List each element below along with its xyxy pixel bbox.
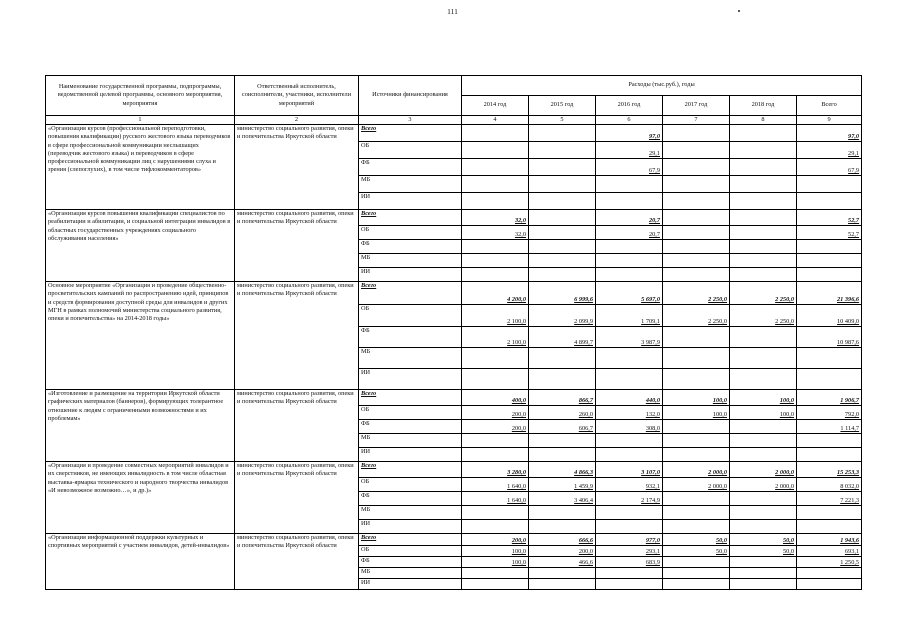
header-source: Источники финансирования [359, 76, 462, 116]
amount-cell: 1 709,1 [596, 305, 663, 327]
amount-cell: 200,0 [462, 534, 529, 546]
amount-cell: 2 000,0 [730, 478, 797, 492]
activity-name: «Организация курсов повышения квалификации специалистов по реабилитации и абилитации, и социальной интеграции инвалидов в областных государственных учреждениях социального обслуживания населения» [46, 210, 235, 282]
amount-cell [663, 142, 730, 159]
funding-source: ФБ [359, 240, 462, 254]
amount-cell: 132,0 [596, 406, 663, 420]
amount-cell [797, 176, 862, 193]
amount-cell [596, 579, 663, 590]
amount-cell [663, 448, 730, 462]
amount-cell [529, 210, 596, 226]
activity-name: «Организация и проведение совместных мероприятий инвалидов и их сверстников, не имеющих инвалидность в том числе областная выставка-ярмарка технического и народного творчества инвалидов «И невозможное возможно…», и др.)» [46, 462, 235, 534]
amount-cell: 932,1 [596, 478, 663, 492]
amount-cell: 792,0 [797, 406, 862, 420]
table-row [46, 125, 862, 142]
amount-cell [663, 579, 730, 590]
amount-cell [596, 434, 663, 448]
column-number: 9 [797, 116, 862, 125]
amount-cell: 440,0 [596, 390, 663, 406]
amount-cell [730, 369, 797, 390]
amount-cell: 2 000,0 [663, 462, 730, 478]
amount-cell: 1 943,6 [797, 534, 862, 546]
amount-cell [462, 369, 529, 390]
amount-cell: 4 866,3 [529, 462, 596, 478]
amount-cell: 2 000,0 [730, 462, 797, 478]
column-number: 7 [663, 116, 730, 125]
funding-source: ИИ [359, 268, 462, 282]
amount-cell: 293,1 [596, 546, 663, 557]
column-number: 6 [596, 116, 663, 125]
funding-source: ОБ [359, 305, 462, 327]
amount-cell [797, 434, 862, 448]
amount-cell [596, 568, 663, 579]
funding-source: Всего [359, 282, 462, 305]
amount-cell: 2 100,0 [462, 327, 529, 348]
table-row [46, 210, 862, 226]
amount-cell: 100,0 [663, 406, 730, 420]
header-name: Наименование государственной программы, подпрограммы, ведомственной целевой программы, основного мероприятия, мероприятия [46, 76, 235, 116]
amount-cell [797, 268, 862, 282]
funding-source: МБ [359, 348, 462, 369]
amount-cell [529, 254, 596, 268]
amount-cell [663, 492, 730, 506]
amount-cell [462, 142, 529, 159]
amount-cell: 2 250,0 [663, 282, 730, 305]
amount-cell: 7 221,3 [797, 492, 862, 506]
header-year: 2016 год [596, 96, 663, 116]
amount-cell [730, 125, 797, 142]
funding-source: ФБ [359, 327, 462, 348]
amount-cell [529, 506, 596, 520]
funding-source: ИИ [359, 448, 462, 462]
amount-cell [730, 434, 797, 448]
amount-cell: 32,0 [462, 226, 529, 240]
amount-cell: 50,0 [730, 534, 797, 546]
amount-cell [462, 434, 529, 448]
funding-source: ФБ [359, 557, 462, 568]
amount-cell [797, 579, 862, 590]
amount-cell [529, 226, 596, 240]
amount-cell [663, 327, 730, 348]
amount-cell: 2 000,0 [663, 478, 730, 492]
amount-cell: 50,0 [730, 546, 797, 557]
amount-cell [797, 240, 862, 254]
amount-cell [663, 240, 730, 254]
amount-cell: 666,6 [529, 534, 596, 546]
amount-cell [663, 568, 730, 579]
amount-cell [462, 254, 529, 268]
executor: министерство социального развития, опеки и попечительства Иркутской области [235, 210, 359, 282]
funding-source: ОБ [359, 142, 462, 159]
amount-cell: 97,0 [797, 125, 862, 142]
activity-name: Основное мероприятие «Организация и проведение общественно-просветительских кампаний по распространению идей, принципов и средств формирования доступной среды для инвалидов и других МГН в рамках полномочий министерства социального развития, опеки и попечительства» на 2014-2018 годы» [46, 282, 235, 390]
amount-cell [663, 369, 730, 390]
amount-cell: 5 697,0 [596, 282, 663, 305]
amount-cell [663, 434, 730, 448]
amount-cell: 683,9 [596, 557, 663, 568]
amount-cell: 466,6 [529, 557, 596, 568]
amount-cell: 1 640,0 [462, 478, 529, 492]
amount-cell [596, 506, 663, 520]
amount-cell: 2 100,0 [462, 305, 529, 327]
amount-cell [596, 254, 663, 268]
table-row [46, 390, 862, 406]
amount-cell [730, 176, 797, 193]
page-number: 111 [447, 7, 458, 16]
header-year: 2017 год [663, 96, 730, 116]
amount-cell [730, 240, 797, 254]
amount-cell: 29,1 [797, 142, 862, 159]
amount-cell: 1 640,0 [462, 492, 529, 506]
column-number: 5 [529, 116, 596, 125]
amount-cell: 100,0 [730, 406, 797, 420]
amount-cell [462, 568, 529, 579]
amount-cell [730, 557, 797, 568]
amount-cell: 3 280,0 [462, 462, 529, 478]
amount-cell: 29,1 [596, 142, 663, 159]
amount-cell [529, 579, 596, 590]
amount-cell: 21 396,6 [797, 282, 862, 305]
column-number: 8 [730, 116, 797, 125]
amount-cell [529, 142, 596, 159]
amount-cell [462, 506, 529, 520]
amount-cell [663, 226, 730, 240]
amount-cell [596, 240, 663, 254]
executor: министерство социального развития, опеки и попечительства Иркутской области [235, 390, 359, 462]
header-year: 2015 год [529, 96, 596, 116]
amount-cell: 67,9 [797, 159, 862, 176]
amount-cell [462, 125, 529, 142]
amount-cell [730, 210, 797, 226]
amount-cell [663, 210, 730, 226]
amount-cell: 3 406,4 [529, 492, 596, 506]
funding-source: Всего [359, 462, 462, 478]
amount-cell: 50,0 [663, 546, 730, 557]
amount-cell [596, 448, 663, 462]
amount-cell [730, 254, 797, 268]
amount-cell [730, 268, 797, 282]
amount-cell: 1 114,7 [797, 420, 862, 434]
funding-source: МБ [359, 254, 462, 268]
amount-cell: 52,7 [797, 226, 862, 240]
amount-cell [462, 193, 529, 210]
header-year: 2018 год [730, 96, 797, 116]
amount-cell [529, 348, 596, 369]
amount-cell [462, 579, 529, 590]
amount-cell [529, 193, 596, 210]
funding-source: ФБ [359, 159, 462, 176]
amount-cell: 100,0 [462, 557, 529, 568]
amount-cell [663, 420, 730, 434]
amount-cell [529, 520, 596, 534]
amount-cell [663, 557, 730, 568]
amount-cell: 10 409,0 [797, 305, 862, 327]
amount-cell: 1 459,9 [529, 478, 596, 492]
amount-cell: 2 174,9 [596, 492, 663, 506]
amount-cell: 1 250,5 [797, 557, 862, 568]
table-row [46, 534, 862, 546]
amount-cell [529, 176, 596, 193]
table-row [46, 462, 862, 478]
amount-cell [663, 193, 730, 210]
amount-cell [663, 348, 730, 369]
amount-cell [797, 506, 862, 520]
amount-cell [596, 176, 663, 193]
header-total: Всего [797, 96, 862, 116]
column-number: 3 [359, 116, 462, 125]
amount-cell: 10 987,6 [797, 327, 862, 348]
amount-cell: 32,0 [462, 210, 529, 226]
amount-cell: 100,0 [462, 546, 529, 557]
funding-source: ОБ [359, 226, 462, 240]
amount-cell [730, 142, 797, 159]
amount-cell [730, 506, 797, 520]
amount-cell [663, 159, 730, 176]
amount-cell [663, 254, 730, 268]
amount-cell: 200,0 [462, 406, 529, 420]
amount-cell [462, 268, 529, 282]
executor: министерство социального развития, опеки и попечительства Иркутской области [235, 462, 359, 534]
header-expenses: Расходы (тыс.руб.), годы [462, 76, 862, 96]
amount-cell: 100,0 [663, 390, 730, 406]
amount-cell [462, 520, 529, 534]
executor: министерство социального развития, опеки и попечительства Иркутской области [235, 125, 359, 210]
amount-cell [596, 369, 663, 390]
funding-source: Всего [359, 390, 462, 406]
column-number: 2 [235, 116, 359, 125]
amount-cell [529, 448, 596, 462]
amount-cell [730, 520, 797, 534]
amount-cell: 2 250,0 [663, 305, 730, 327]
amount-cell [797, 568, 862, 579]
amount-cell [797, 254, 862, 268]
amount-cell [730, 327, 797, 348]
amount-cell [462, 159, 529, 176]
amount-cell [663, 176, 730, 193]
amount-cell [596, 520, 663, 534]
amount-cell: 3 987,9 [596, 327, 663, 348]
amount-cell [730, 159, 797, 176]
funding-source: ИИ [359, 579, 462, 590]
amount-cell: 200,0 [529, 546, 596, 557]
column-number: 4 [462, 116, 529, 125]
amount-cell: 6 999,6 [529, 282, 596, 305]
amount-cell: 1 906,7 [797, 390, 862, 406]
amount-cell: 200,0 [462, 420, 529, 434]
executor: министерство социального развития, опеки и попечительства Иркутской области [235, 282, 359, 390]
amount-cell [730, 193, 797, 210]
funding-source: ИИ [359, 520, 462, 534]
funding-table [45, 75, 862, 590]
amount-cell [797, 448, 862, 462]
amount-cell [529, 240, 596, 254]
amount-cell [529, 125, 596, 142]
amount-cell: 50,0 [663, 534, 730, 546]
funding-source: ИИ [359, 193, 462, 210]
amount-cell [797, 348, 862, 369]
executor: министерство социального развития, опеки и попечительства Иркутской области [235, 534, 359, 590]
amount-cell: 52,7 [797, 210, 862, 226]
amount-cell: 2 250,0 [730, 305, 797, 327]
funding-source: Всего [359, 210, 462, 226]
amount-cell: 400,0 [462, 390, 529, 406]
funding-source: ОБ [359, 406, 462, 420]
amount-cell [730, 568, 797, 579]
amount-cell: 67,9 [596, 159, 663, 176]
funding-source: Всего [359, 125, 462, 142]
amount-cell: 4 200,0 [462, 282, 529, 305]
amount-cell: 2 250,0 [730, 282, 797, 305]
amount-cell [529, 369, 596, 390]
funding-source: МБ [359, 506, 462, 520]
amount-cell: 2 099,9 [529, 305, 596, 327]
amount-cell [663, 125, 730, 142]
amount-cell: 308,0 [596, 420, 663, 434]
funding-source: ФБ [359, 492, 462, 506]
funding-source: Всего [359, 534, 462, 546]
header-year: 2014 год [462, 96, 529, 116]
amount-cell [529, 568, 596, 579]
amount-cell [596, 268, 663, 282]
amount-cell [462, 176, 529, 193]
amount-cell [797, 369, 862, 390]
amount-cell [730, 226, 797, 240]
amount-cell [730, 348, 797, 369]
amount-cell [529, 434, 596, 448]
header-executor: Ответственный исполнитель, соисполнители, участники, исполнители мероприятий [235, 76, 359, 116]
activity-name: «Организация курсов (профессиональной переподготовки, повышения квалификации) русского жестового языка переводчиков в сфере профессиональной коммуникации неслышащих (переводчик жестового языка) и переводчиков в сфере профессиональной коммуникации лиц с нарушениями слуха и зрения (слепоглухих), в том числе тифлокомментаторов» [46, 125, 235, 210]
amount-cell [797, 193, 862, 210]
amount-cell: 693,1 [797, 546, 862, 557]
amount-cell: 866,7 [529, 390, 596, 406]
amount-cell [596, 348, 663, 369]
funding-source: МБ [359, 568, 462, 579]
amount-cell: 20,7 [596, 210, 663, 226]
amount-cell: 260,0 [529, 406, 596, 420]
column-number: 1 [46, 116, 235, 125]
amount-cell [797, 520, 862, 534]
amount-cell [730, 420, 797, 434]
amount-cell [462, 240, 529, 254]
funding-source: ФБ [359, 420, 462, 434]
scan-speck [738, 10, 740, 12]
funding-source: МБ [359, 434, 462, 448]
amount-cell: 606,7 [529, 420, 596, 434]
amount-cell [663, 520, 730, 534]
amount-cell: 15 253,3 [797, 462, 862, 478]
amount-cell: 977,0 [596, 534, 663, 546]
funding-source: ОБ [359, 546, 462, 557]
amount-cell [462, 448, 529, 462]
table-row [46, 282, 862, 305]
amount-cell [596, 193, 663, 210]
amount-cell [462, 348, 529, 369]
amount-cell [529, 159, 596, 176]
funding-source: ОБ [359, 478, 462, 492]
amount-cell: 8 032,0 [797, 478, 862, 492]
amount-cell [663, 268, 730, 282]
amount-cell: 4 899,7 [529, 327, 596, 348]
amount-cell: 100,0 [730, 390, 797, 406]
amount-cell [730, 492, 797, 506]
activity-name: «Организация информационной поддержки культурных и спортивных мероприятий с участием инвалидов, детей-инвалидов» [46, 534, 235, 590]
funding-source: МБ [359, 176, 462, 193]
amount-cell [663, 506, 730, 520]
amount-cell [730, 579, 797, 590]
funding-source: ИИ [359, 369, 462, 390]
amount-cell: 20,7 [596, 226, 663, 240]
amount-cell [529, 268, 596, 282]
amount-cell: 97,0 [596, 125, 663, 142]
activity-name: «Изготовление и размещение на территории Иркутской области графических материалов (баннеров), формирующих толерантное отношение к людям с ограниченными возможностями и их проблемам» [46, 390, 235, 462]
amount-cell: 3 107,0 [596, 462, 663, 478]
amount-cell [730, 448, 797, 462]
